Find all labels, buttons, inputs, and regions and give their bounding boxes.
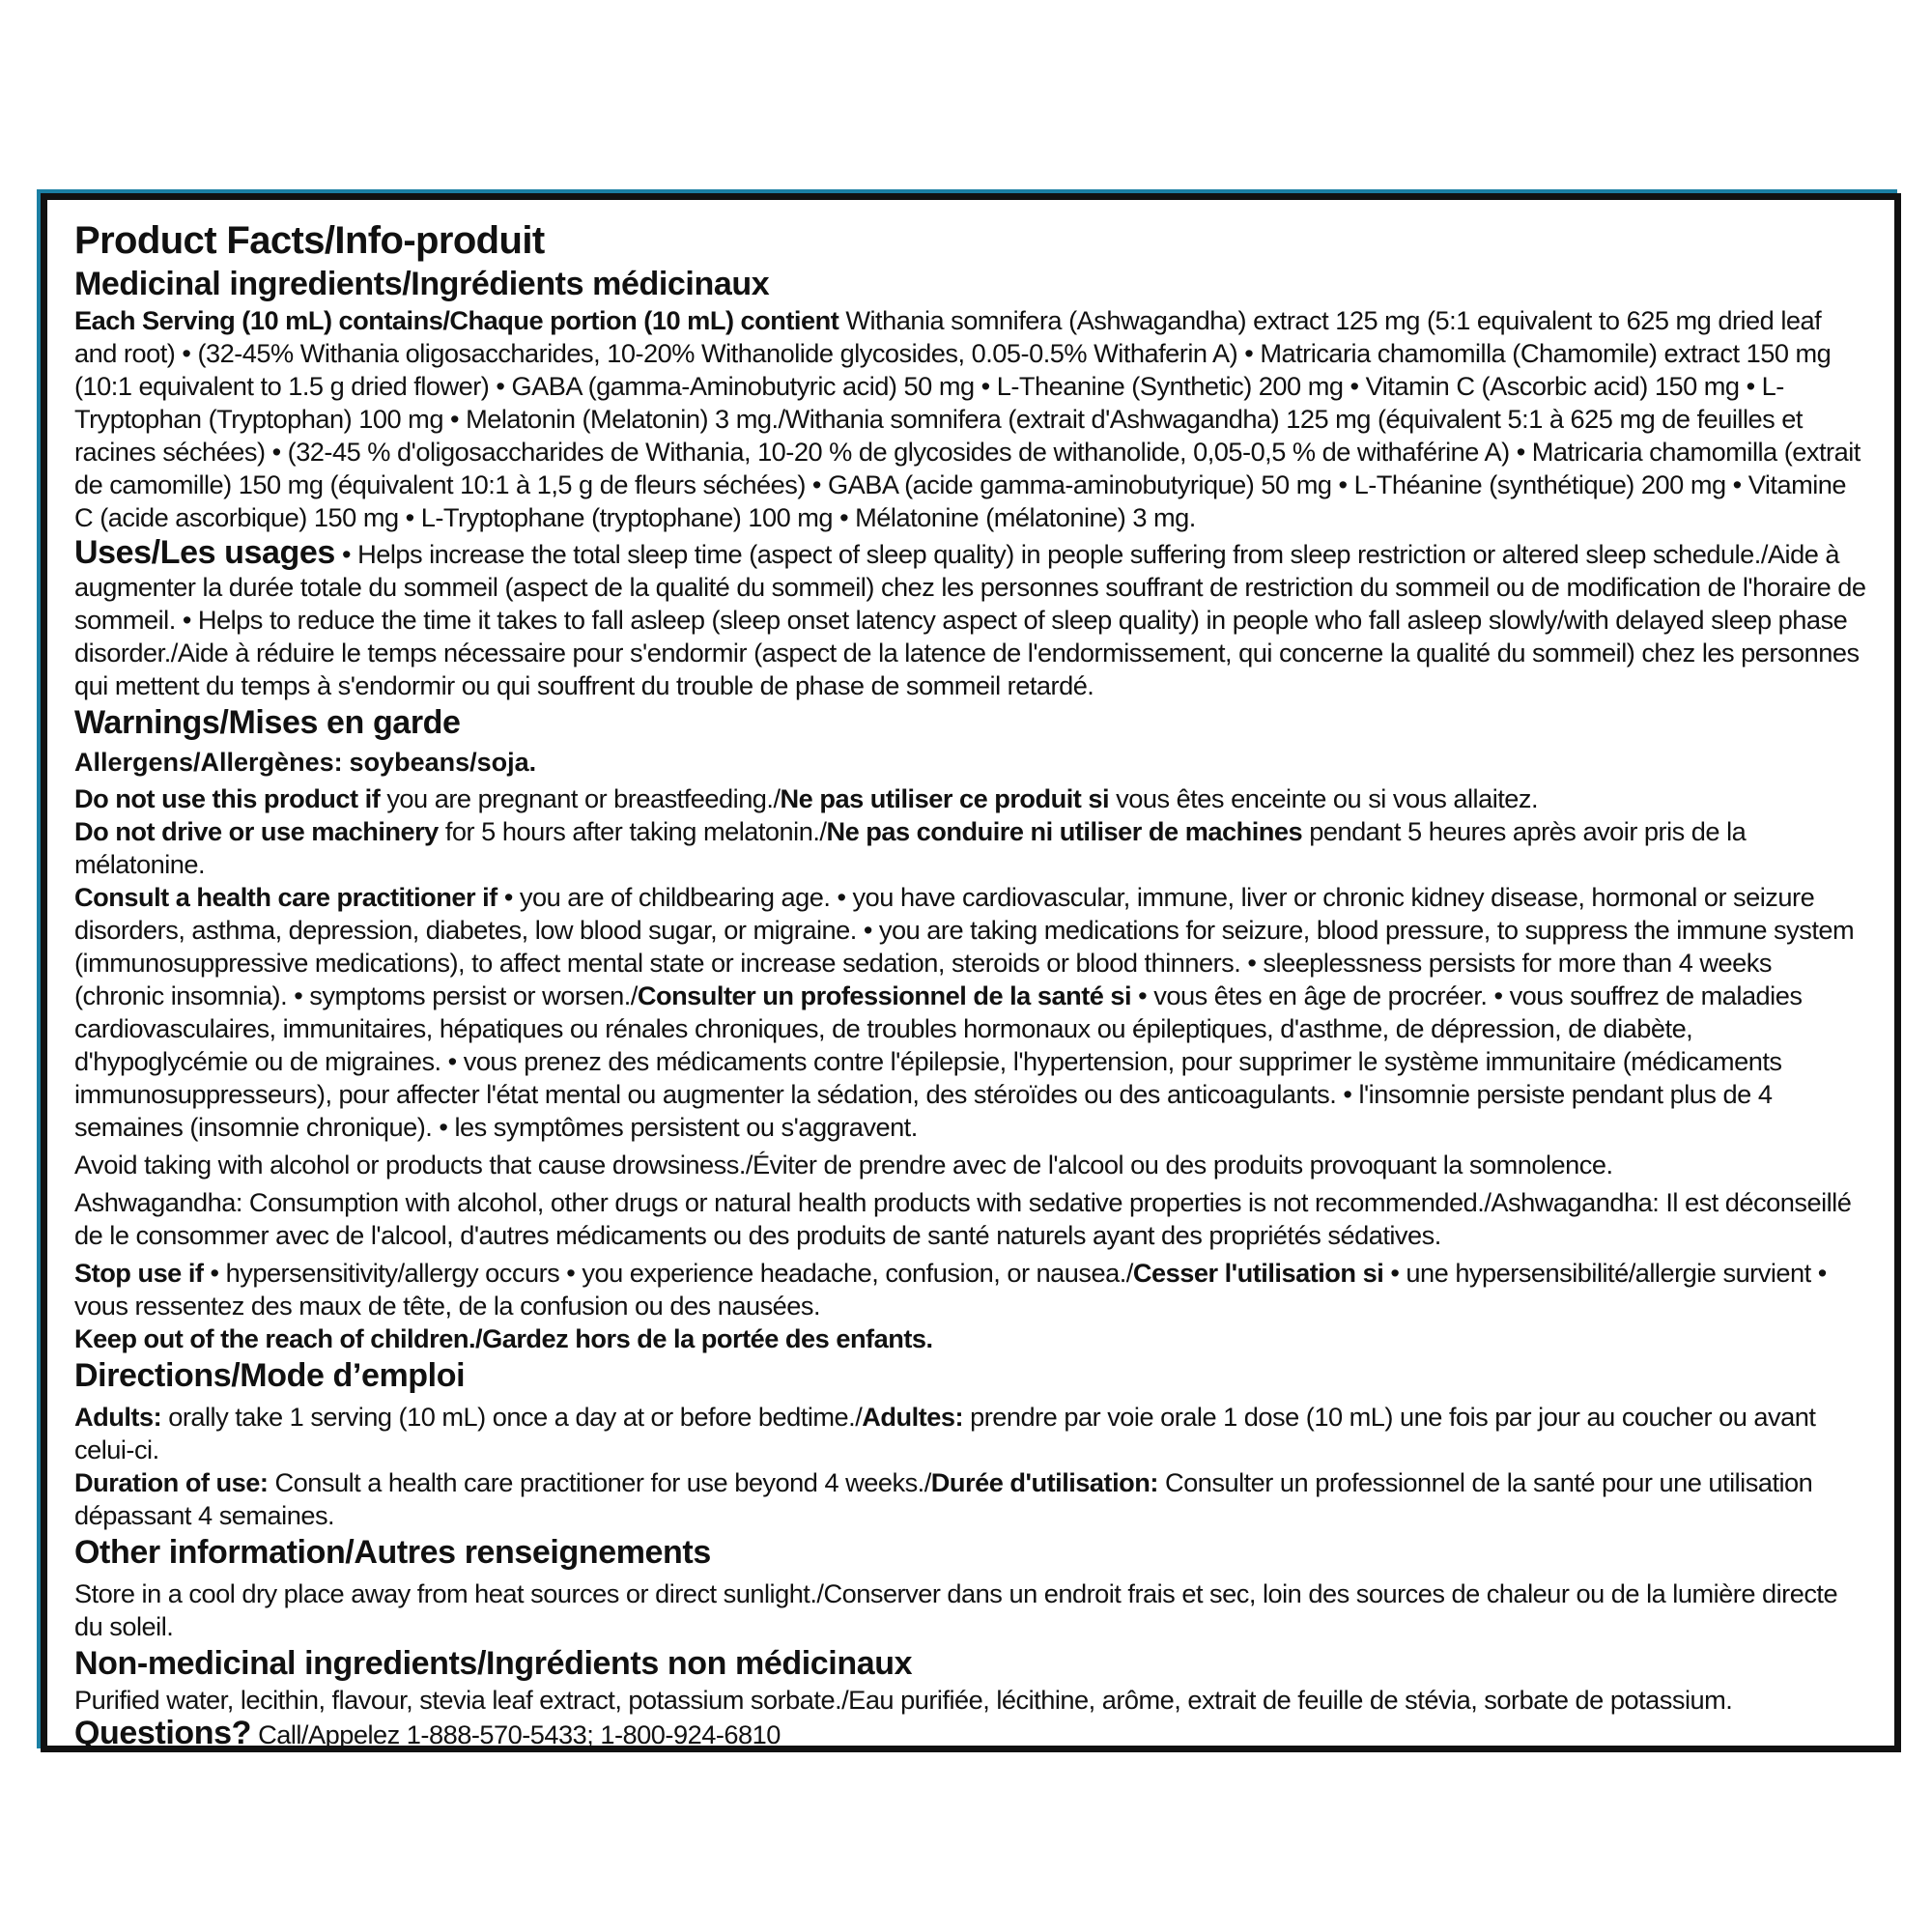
medicinal-text: [74, 304, 1867, 534]
consult-en: • you are of childbearing age. • you have cardiovascular, immune, liver or chronic kidney disease, hormonal or seizure disorders, asthma, depression, diabetes, low blood sugar, or migraine. • you are taking medications for seizure, blood pressure, to suppress the immune system (immunosuppressive medications), to affect mental state or increase sedation, steroids or blood thinners. • sleeplessness persists for more than 4 weeks (chronic insomnia). • symptoms persist or worsen./: [74, 882, 1855, 1010]
consult-fr: • vous êtes en âge de procréer. • vous souffrez de maladies cardiovasculaires, immunitaires, hépatiques ou rénales chroniques, de troubles hormonaux ou épileptiques, d'asthme, de dépression, de diabète, d'hypoglycémie ou de migraines. • vous prenez des médicaments contre l'épilepsie, l'hypertension, pour supprimer le système immunitaire (médicaments immunosuppresseurs), pour affecter l'état mental ou augmenter la sédation, des stéroïdes ou des anticoagulants. • l'insomnie persiste pendant plus de 4 semaines (insomnie chronique). • les symptômes persistent ou s'aggravent.: [74, 980, 1803, 1142]
adults-fr: prendre par voie orale 1 dose (10 mL) une fois par jour au coucher ou avant celui-ci.: [74, 1402, 1816, 1464]
medicinal-heading: Medicinal ingredients/Ingrédients médicinaux: [74, 266, 770, 302]
duration-fr-bold: Durée d'utilisation:: [930, 1467, 1158, 1497]
uses-section: [74, 536, 1867, 702]
pregnant-fr: vous êtes enceinte ou si vous allaitez.: [1116, 783, 1539, 813]
pregnant-en: you are pregnant or breastfeeding./: [386, 783, 781, 813]
stop-fr-bold: Cesser l'utilisation si: [1132, 1258, 1384, 1288]
duration-en-bold: Duration of use:: [74, 1467, 269, 1497]
consult-warning: [74, 881, 1867, 1144]
duration-en: Consult a health care practitioner for use beyond 4 weeks./: [274, 1467, 931, 1497]
adults-fr-bold: Adultes:: [862, 1402, 964, 1432]
uses-heading: Uses/Les usages: [74, 534, 335, 571]
pregnant-fr-bold: Ne pas utiliser ce produit si: [780, 783, 1110, 813]
serving-lead: Each Serving (10 mL) contains/Chaque portion (10 mL) contient: [74, 305, 839, 335]
drive-warning: [74, 815, 1867, 881]
questions-phone: Call/Appelez 1-888-570-5433; 1-800-924-6810: [258, 1719, 781, 1749]
stop-en: • hypersensitivity/allergy occurs • you experience headache, confusion, or nausea./: [210, 1258, 1133, 1288]
drive-en-bold: Do not drive or use machinery: [74, 816, 439, 846]
pregnant-en-bold: Do not use this product if: [74, 783, 381, 813]
consult-fr-bold: Consulter un professionnel de la santé si: [637, 980, 1132, 1010]
other-info-heading: Other information/Autres renseignements: [74, 1534, 711, 1571]
ashwagandha-warning: Ashwagandha: Consumption with alcohol, other drugs or natural health products with sedative properties is not recommended./Ashwagandha: Il est déconseillé de le consommer avec de l'alcool, d'autres médicaments ou des produits de santé naturels ayant des propriétés sédatives.: [74, 1187, 1852, 1250]
medicinal-list: Withania somnifera (Ashwagandha) extract 125 mg (5:1 equivalent to 625 mg dried leaf and root) • (32-45% Withania oligosaccharides, 10-20% Withanolide glycosides, 0.05-0.5% Withaferin A) • Matricaria chamomilla (Chamomile) extract 150 mg (10:1 equivalent to 1.5 g dried flower) • GABA (gamma-Aminobutyric acid) 50 mg • L-Theanine (Synthetic) 200 mg • Vitamin C (Ascorbic acid) 150 mg • L-Tryptophan (Tryptophan) 100 mg • Melatonin (Melatonin) 3 mg./Withania somnifera (extrait d'Ashwagandha) 125 mg (équivalent 5:1 à 625 mg de feuilles et racines séchées) • (32-45 % d'oligosaccharides de Withania, 10-20 % de glycosides de withanolide, 0,05-0,5 % de withaférine A) • Matricaria chamomilla (extrait de camomille) 150 mg (équivalent 10:1 à 1,5 g de fleurs séchées) • GABA (acide gamma-aminobutyrique) 50 mg • L-Théanine (synthétique) 200 mg • Vitamine C (acide ascorbique) 150 mg • L-Tryptophane (tryptophane) 100 mg • Mélatonine (mélatonine) 3 mg.: [74, 305, 1861, 532]
alcohol-warning: Avoid taking with alcohol or products that cause drowsiness./Éviter de prendre avec de l'alcool ou des produits provoquant la somnolence.: [74, 1150, 1613, 1179]
nonmedicinal-heading: Non-medicinal ingredients/Ingrédients non médicinaux: [74, 1645, 913, 1682]
duration-fr: Consulter un professionnel de la santé pour une utilisation dépassant 4 semaines.: [74, 1467, 1813, 1530]
panel-title: Product Facts/Info-produit: [74, 219, 545, 262]
consult-en-bold: Consult a health care practitioner if: [74, 882, 497, 912]
drive-fr-bold: Ne pas conduire ni utiliser de machines: [826, 816, 1303, 846]
allergen-label: Allergens/Allergènes:: [74, 748, 343, 777]
nonmedicinal-text: Purified water, lecithin, flavour, stevia leaf extract, potassium sorbate./Eau purifiée, lécithine, arôme, extrait de feuille de stévia, sorbate de potassium.: [74, 1685, 1733, 1715]
drive-en: for 5 hours after taking melatonin./: [444, 816, 827, 846]
allergen-line: [74, 743, 1867, 782]
allergen-value: soybeans/soja.: [349, 748, 537, 777]
stop-fr: • une hypersensibilité/allergie survient • vous ressentez des maux de tête, de la confusion ou des nausées.: [74, 1258, 1827, 1321]
duration-directions: [74, 1466, 1867, 1532]
pregnant-warning: [74, 782, 1867, 815]
stop-use-warning: [74, 1257, 1867, 1322]
questions-label: Questions?: [74, 1715, 252, 1751]
questions-line: [74, 1717, 1867, 1751]
adults-en-bold: Adults:: [74, 1402, 162, 1432]
stop-en-bold: Stop use if: [74, 1258, 204, 1288]
product-facts-panel: [41, 193, 1901, 1752]
other-info-text: Store in a cool dry place away from heat sources or direct sunlight./Conserver dans un endroit frais et sec, loin des sources de chaleur ou de la lumière directe du soleil.: [74, 1578, 1838, 1641]
warnings-heading: Warnings/Mises en garde: [74, 704, 461, 741]
directions-heading: Directions/Mode d’emploi: [74, 1357, 466, 1394]
drive-fr: pendant 5 heures après avoir pris de la mélatonine.: [74, 816, 1747, 879]
keep-out-warning: Keep out of the reach of children./Gardez hors de la portée des enfants.: [74, 1323, 933, 1353]
adults-en: orally take 1 serving (10 mL) once a day at or before bedtime./: [168, 1402, 863, 1432]
uses-text: • Helps increase the total sleep time (aspect of sleep quality) in people suffering from sleep restriction or altered sleep schedule./Aide à augmenter la durée totale du sommeil (aspect de la qualité du sommeil) chez les personnes souffrant de restriction du sommeil ou de modification de l'horaire de sommeil. • Helps to reduce the time it takes to fall asleep (sleep onset latency aspect of sleep quality) in people who fall asleep slowly/with delayed sleep phase disorder./Aide à réduire le temps nécessaire pour s'endormir (aspect de la latence de l'endormissement, qui concerne la qualité du sommeil) chez les personnes qui mettent du temps à s'endormir ou qui souffrent du trouble de phase de sommeil retardé.: [74, 539, 1866, 700]
adults-directions: [74, 1401, 1867, 1466]
